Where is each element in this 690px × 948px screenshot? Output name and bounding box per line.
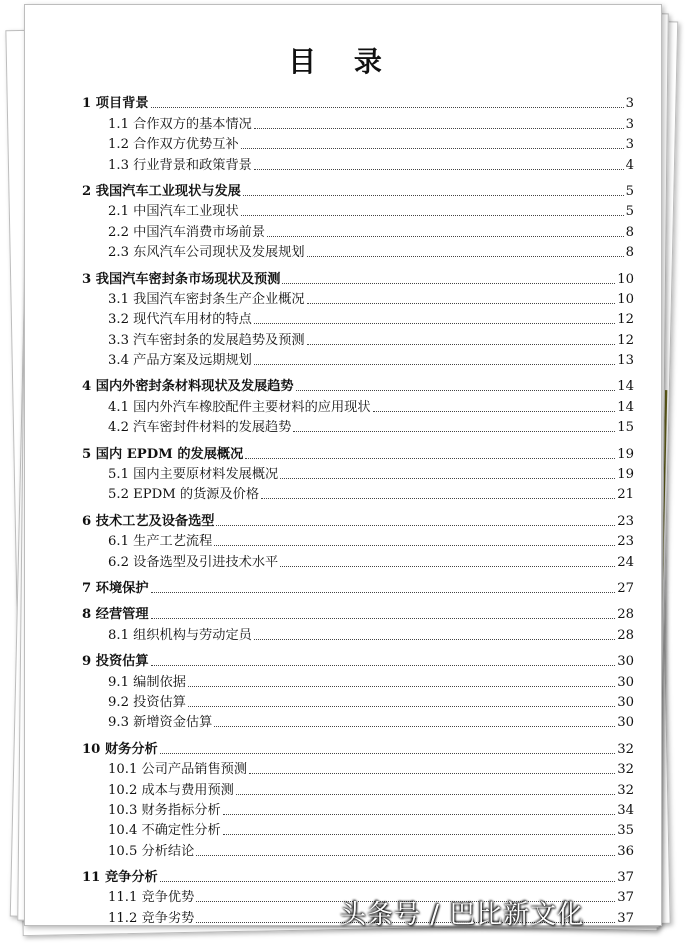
toc-dot-leader — [236, 794, 615, 795]
toc-dot-leader — [293, 431, 615, 432]
toc-entry-label: 10.3 财务指标分析 — [108, 802, 221, 818]
toc-page-number: 14 — [617, 379, 634, 395]
toc-dot-leader — [151, 618, 616, 619]
toc-dot-leader — [151, 665, 616, 666]
toc-section-entry[interactable] — [82, 778, 634, 798]
toc-entry-label: 4.1 国内外汽车橡胶配件主要材料的应用现状 — [108, 399, 371, 415]
toc-chapter-entry[interactable] — [82, 650, 634, 670]
toc-page-number: 12 — [617, 332, 634, 348]
toc-dot-leader — [216, 525, 615, 526]
toc-entry-label: 10.5 分析结论 — [108, 843, 195, 859]
watermark-text: 头条号 / 巴比新文化 — [340, 900, 585, 930]
page-title: 目 录 — [288, 45, 396, 78]
toc-page-number: 32 — [617, 741, 634, 757]
toc-entry-label: 5.1 国内主要原材料发展概况 — [108, 467, 279, 483]
toc-section-entry[interactable] — [82, 133, 634, 153]
toc-dot-leader — [296, 390, 616, 391]
toc-entry-label: 10.4 不确定性分析 — [108, 823, 221, 839]
toc-dot-leader — [254, 639, 615, 640]
toc-section-entry[interactable] — [82, 819, 634, 839]
toc-dot-leader — [160, 881, 616, 882]
toc-entry-label: 5 国内 EPDM 的发展概况 — [82, 446, 244, 462]
toc-dot-leader — [254, 323, 615, 324]
toc-section-entry[interactable] — [82, 483, 634, 503]
toc-page-number: 13 — [617, 353, 634, 369]
toc-chapter-entry[interactable] — [82, 442, 634, 462]
toc-entry-label: 7 环境保护 — [82, 580, 149, 596]
toc-entry-label: 11 竞争分析 — [82, 870, 158, 886]
toc-dot-leader — [254, 364, 615, 365]
toc-page-number: 15 — [617, 420, 634, 436]
toc-page-number: 8 — [625, 224, 634, 240]
toc-dot-leader — [188, 686, 615, 687]
toc-entry-label: 1.1 合作双方的基本情况 — [108, 116, 252, 132]
toc-entry-label: 4.2 汽车密封件材料的发展趋势 — [108, 420, 292, 436]
toc-dot-leader — [243, 195, 624, 196]
toc-dot-leader — [241, 148, 624, 149]
toc-page-number: 28 — [617, 627, 634, 643]
toc-entry-label: 4 国内外密封条材料现状及发展趋势 — [82, 379, 294, 395]
toc-entry-label: 11.2 竞争劣势 — [108, 910, 195, 926]
toc-dot-leader — [254, 169, 624, 170]
toc-page-number: 30 — [617, 674, 634, 690]
toc-page-number: 30 — [617, 654, 634, 670]
toc-entry-label: 3.1 我国汽车密封条生产企业概况 — [108, 291, 305, 307]
toc-page-number: 5 — [625, 204, 634, 220]
toc-dot-leader — [223, 814, 616, 815]
toc-dot-leader — [307, 344, 616, 345]
toc-page-number: 10 — [617, 271, 634, 287]
toc-section-entry[interactable] — [82, 153, 634, 173]
toc-page-number: 3 — [625, 116, 634, 132]
toc-page-number: 12 — [617, 312, 634, 328]
toc-section-entry[interactable] — [82, 839, 634, 859]
toc-section-entry[interactable] — [82, 349, 634, 369]
toc-page-number: 32 — [617, 782, 634, 798]
toc-dot-leader — [307, 256, 624, 257]
toc-entry-label: 5.2 EPDM 的货源及价格 — [108, 487, 260, 503]
toc-page-number: 36 — [617, 843, 634, 859]
toc-entry-label: 11.1 竞争优势 — [108, 890, 195, 906]
toc-dot-leader — [282, 283, 615, 284]
toc-page-number: 10 — [617, 291, 634, 307]
toc-page-number: 21 — [617, 487, 634, 503]
toc-entry-label: 9.1 编制依据 — [108, 674, 186, 690]
toc-chapter-entry[interactable] — [82, 577, 634, 597]
toc-dot-leader — [241, 215, 624, 216]
toc-page-number: 3 — [625, 96, 634, 112]
toc-dot-leader — [249, 773, 615, 774]
toc-dot-leader — [151, 592, 616, 593]
toc-entry-label: 1 项目背景 — [82, 96, 149, 112]
toc-entry-label: 9.3 新增资金估算 — [108, 715, 213, 731]
toc-entry-label: 2.3 东风汽车公司现状及发展规划 — [108, 245, 305, 261]
toc-entry-label: 8 经营管理 — [82, 607, 149, 623]
toc-entry-label: 2 我国汽车工业现状与发展 — [82, 183, 241, 199]
toc-dot-leader — [196, 855, 615, 856]
toc-section-entry[interactable] — [82, 711, 634, 731]
document-page — [24, 4, 660, 924]
toc-page-number: 4 — [625, 157, 634, 173]
toc-page-number: 23 — [617, 534, 634, 550]
toc-entry-label: 3.2 现代汽车用材的特点 — [108, 312, 252, 328]
toc-entry-label: 9 投资估算 — [82, 654, 149, 670]
toc-section-entry[interactable] — [82, 288, 634, 308]
toc-dot-leader — [160, 753, 616, 754]
toc-entry-label: 6.2 设备选型及引进技术水平 — [108, 554, 279, 570]
table-of-contents — [82, 92, 634, 927]
toc-entry-label: 6 技术工艺及设备选型 — [82, 513, 215, 529]
toc-section-entry[interactable] — [82, 691, 634, 711]
toc-section-entry[interactable] — [82, 328, 634, 348]
toc-chapter-entry[interactable] — [82, 509, 634, 529]
toc-chapter-entry[interactable] — [82, 180, 634, 200]
toc-dot-leader — [280, 566, 615, 567]
toc-page-number: 8 — [625, 245, 634, 261]
toc-dot-leader — [254, 128, 624, 129]
toc-section-entry[interactable] — [82, 308, 634, 328]
toc-dot-leader — [214, 545, 615, 546]
toc-entry-label: 1.3 行业背景和政策背景 — [108, 157, 252, 173]
toc-section-entry[interactable] — [82, 623, 634, 643]
toc-page-number: 35 — [617, 823, 634, 839]
toc-page-number: 14 — [617, 399, 634, 415]
toc-page-number: 23 — [617, 513, 634, 529]
toc-entry-label: 10 财务分析 — [82, 741, 158, 757]
toc-section-entry[interactable] — [82, 799, 634, 819]
toc-dot-leader — [188, 706, 615, 707]
toc-section-entry[interactable] — [82, 530, 634, 550]
toc-section-entry[interactable] — [82, 550, 634, 570]
toc-entry-label: 9.2 投资估算 — [108, 694, 186, 710]
toc-entry-label: 3 我国汽车密封条市场现状及预测 — [82, 271, 281, 287]
toc-entry-label: 10.2 成本与费用预测 — [108, 782, 234, 798]
toc-page-number: 19 — [617, 467, 634, 483]
toc-page-number: 37 — [617, 890, 634, 906]
toc-page-number: 34 — [617, 802, 634, 818]
toc-section-entry[interactable] — [82, 395, 634, 415]
toc-entry-label: 3.3 汽车密封条的发展趋势及预测 — [108, 332, 305, 348]
toc-page-number: 19 — [617, 446, 634, 462]
toc-page-number: 3 — [625, 137, 634, 153]
toc-chapter-entry[interactable] — [82, 603, 634, 623]
toc-section-entry[interactable] — [82, 241, 634, 261]
toc-entry-label: 6.1 生产工艺流程 — [108, 534, 213, 550]
toc-page-number: 30 — [617, 715, 634, 731]
toc-entry-label: 3.4 产品方案及远期规划 — [108, 353, 252, 369]
toc-page-number: 27 — [617, 580, 634, 596]
toc-chapter-entry[interactable] — [82, 267, 634, 287]
toc-chapter-entry[interactable] — [82, 375, 634, 395]
toc-dot-leader — [261, 498, 615, 499]
toc-page-number: 5 — [625, 183, 634, 199]
toc-page-number: 37 — [617, 910, 634, 926]
toc-section-entry[interactable] — [82, 463, 634, 483]
toc-page-number: 32 — [617, 762, 634, 778]
toc-entry-label: 2.1 中国汽车工业现状 — [108, 204, 239, 220]
toc-page-number: 24 — [617, 554, 634, 570]
toc-page-number: 28 — [617, 607, 634, 623]
toc-section-entry[interactable] — [82, 220, 634, 240]
toc-page-number: 37 — [617, 870, 634, 886]
toc-page-number: 30 — [617, 694, 634, 710]
toc-dot-leader — [307, 303, 616, 304]
toc-section-entry[interactable] — [82, 200, 634, 220]
toc-chapter-entry[interactable] — [82, 92, 634, 112]
toc-dot-leader — [267, 236, 624, 237]
toc-chapter-entry[interactable] — [82, 737, 634, 757]
toc-dot-leader — [151, 107, 624, 108]
toc-section-entry[interactable] — [82, 670, 634, 690]
toc-dot-leader — [223, 834, 616, 835]
toc-entry-label: 8.1 组织机构与劳动定员 — [108, 627, 252, 643]
toc-section-entry[interactable] — [82, 112, 634, 132]
toc-dot-leader — [280, 478, 615, 479]
toc-section-entry[interactable] — [82, 416, 634, 436]
toc-dot-leader — [245, 458, 615, 459]
toc-entry-label: 1.2 合作双方优势互补 — [108, 137, 239, 153]
toc-dot-leader — [373, 411, 616, 412]
toc-chapter-entry[interactable] — [82, 866, 634, 886]
toc-entry-label: 2.2 中国汽车消费市场前景 — [108, 224, 266, 240]
toc-section-entry[interactable] — [82, 758, 634, 778]
toc-dot-leader — [214, 726, 615, 727]
toc-entry-label: 10.1 公司产品销售预测 — [108, 762, 248, 778]
